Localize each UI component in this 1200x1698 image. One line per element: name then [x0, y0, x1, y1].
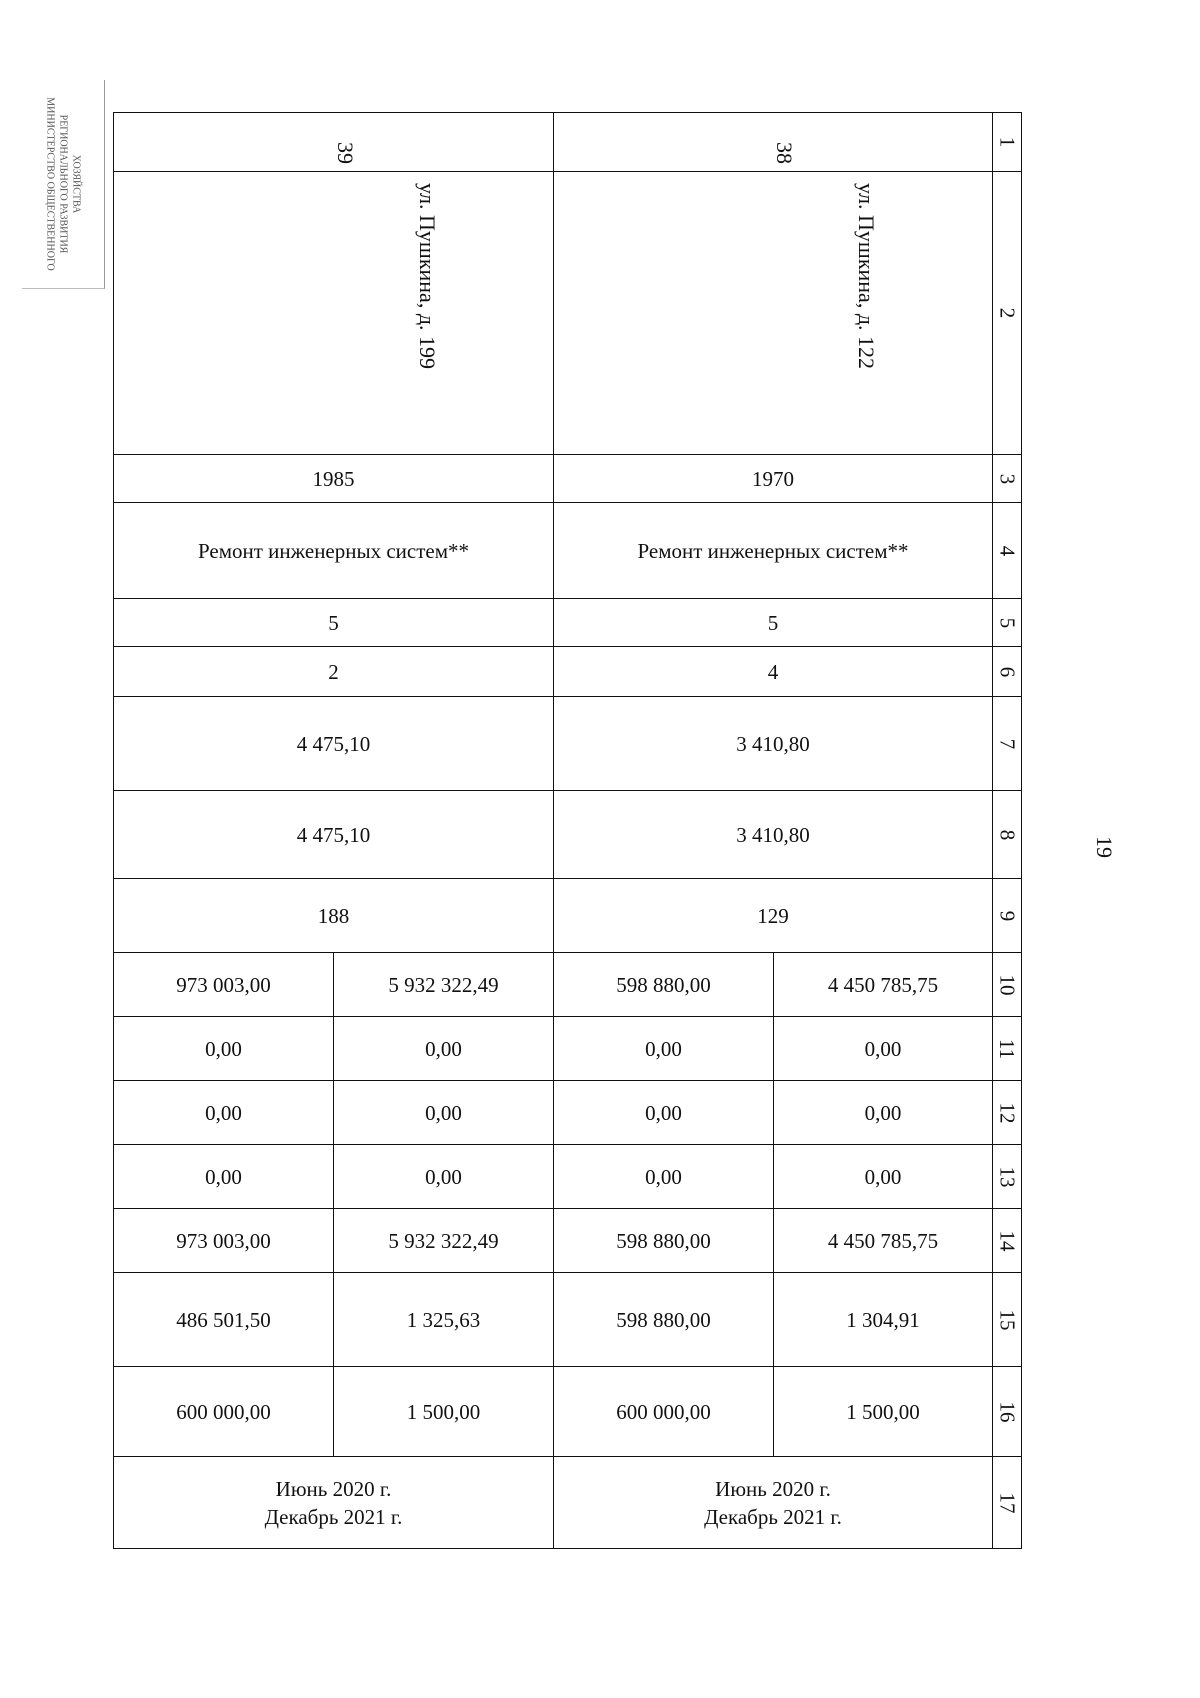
table-row	[114, 503, 1022, 599]
table-row	[114, 172, 1022, 455]
table-row	[114, 647, 1022, 697]
table-row	[114, 113, 1022, 172]
column-index: 11	[993, 1017, 1022, 1081]
table-row	[114, 455, 1022, 503]
building-number: 39	[332, 142, 358, 164]
table-row	[114, 599, 1022, 647]
cost-cell: 486 501,50	[114, 1273, 334, 1367]
table-row	[114, 953, 1022, 1017]
cost-cell: 4 450 785,75	[774, 1209, 993, 1273]
cost-cell: 0,00	[114, 1145, 334, 1209]
cost-cell: 973 003,00	[114, 1209, 334, 1273]
work-type-cell: Ремонт инженерных систем**	[554, 503, 993, 599]
table-row	[114, 879, 1022, 953]
cost-cell: 0,00	[114, 1017, 334, 1081]
address-cell	[554, 172, 993, 455]
column-index: 9	[993, 879, 1022, 953]
cost-cell: 4 450 785,75	[774, 953, 993, 1017]
table-row	[114, 1017, 1022, 1081]
total-area-cell: 3 410,80	[554, 697, 993, 791]
column-index: 10	[993, 953, 1022, 1017]
year-cell: 1970	[554, 455, 993, 503]
table-row	[114, 1145, 1022, 1209]
cost-cell: 0,00	[774, 1145, 993, 1209]
column-index: 14	[993, 1209, 1022, 1273]
column-index: 16	[993, 1367, 1022, 1457]
address-cell	[114, 172, 554, 455]
cost-cell: 0,00	[554, 1017, 774, 1081]
living-area-cell: 4 475,10	[114, 791, 554, 879]
column-index: 2	[993, 172, 1022, 455]
stamp-line: ХОЗЯЙСТВА	[70, 154, 82, 214]
column-index: 8	[993, 791, 1022, 879]
work-type-cell: Ремонт инженерных систем**	[114, 503, 554, 599]
table-row	[114, 1081, 1022, 1145]
entrances-cell: 4	[554, 647, 993, 697]
page-number: 19	[1092, 836, 1117, 858]
stamp-line: РЕГИОНАЛЬНОГО РАЗВИТИЯ	[57, 114, 69, 254]
entrances-cell: 2	[114, 647, 554, 697]
cost-cell: 5 932 322,49	[334, 1209, 554, 1273]
stamp-line: МИНИСТЕРСТВО ОБЩЕСТВЕННОГО	[44, 97, 56, 271]
cost-cell: 0,00	[774, 1017, 993, 1081]
stamp-text	[44, 84, 83, 284]
period-start: Июнь 2020 г.	[275, 1476, 392, 1501]
period-start: Июнь 2020 г.	[715, 1476, 831, 1501]
column-index: 6	[993, 647, 1022, 697]
column-index: 4	[993, 503, 1022, 599]
cost-cell: 1 325,63	[334, 1273, 554, 1367]
cost-cell: 600 000,00	[114, 1367, 334, 1457]
residents-cell: 188	[114, 879, 554, 953]
floors-cell: 5	[114, 599, 554, 647]
table-row	[114, 791, 1022, 879]
cost-cell: 0,00	[114, 1081, 334, 1145]
column-index: 3	[993, 455, 1022, 503]
building-number-cell	[554, 113, 993, 172]
cost-cell: 5 932 322,49	[334, 953, 554, 1017]
building-number-cell	[114, 113, 554, 172]
floors-cell: 5	[554, 599, 993, 647]
cost-cell: 0,00	[554, 1081, 774, 1145]
period-cell	[114, 1457, 554, 1549]
period-cell	[554, 1457, 993, 1549]
cost-cell: 0,00	[334, 1145, 554, 1209]
cost-cell: 600 000,00	[554, 1367, 774, 1457]
column-index: 13	[993, 1145, 1022, 1209]
cost-cell: 0,00	[554, 1145, 774, 1209]
column-index: 12	[993, 1081, 1022, 1145]
cost-cell: 0,00	[774, 1081, 993, 1145]
cost-cell: 1 500,00	[334, 1367, 554, 1457]
column-index: 7	[993, 697, 1022, 791]
cost-cell: 0,00	[334, 1081, 554, 1145]
living-area-cell: 3 410,80	[554, 791, 993, 879]
cost-cell: 598 880,00	[554, 1273, 774, 1367]
column-index: 1	[993, 113, 1022, 172]
total-area-cell: 4 475,10	[114, 697, 554, 791]
cost-cell: 973 003,00	[114, 953, 334, 1017]
table-row	[114, 1209, 1022, 1273]
period-end: Декабрь 2021 г.	[264, 1504, 403, 1529]
approval-stamp	[22, 80, 105, 289]
cost-cell: 0,00	[334, 1017, 554, 1081]
cost-cell: 598 880,00	[554, 1209, 774, 1273]
building-address: ул. Пушкина, д. 122	[854, 182, 880, 370]
cost-cell: 598 880,00	[554, 953, 774, 1017]
residents-cell: 129	[554, 879, 993, 953]
table-row	[114, 697, 1022, 791]
building-number: 38	[772, 142, 797, 164]
cost-cell: 1 500,00	[774, 1367, 993, 1457]
period-end: Декабрь 2021 г.	[704, 1504, 842, 1529]
table-row	[114, 1273, 1022, 1367]
column-index: 5	[993, 599, 1022, 647]
column-index: 17	[993, 1457, 1022, 1549]
table-row	[114, 1367, 1022, 1457]
column-index: 15	[993, 1273, 1022, 1367]
building-address: ул. Пушкина, д. 199	[414, 182, 440, 370]
cost-cell: 1 304,91	[774, 1273, 993, 1367]
year-cell: 1985	[114, 455, 554, 503]
capital-repair-table	[113, 112, 1022, 1549]
table-row	[114, 1457, 1022, 1549]
